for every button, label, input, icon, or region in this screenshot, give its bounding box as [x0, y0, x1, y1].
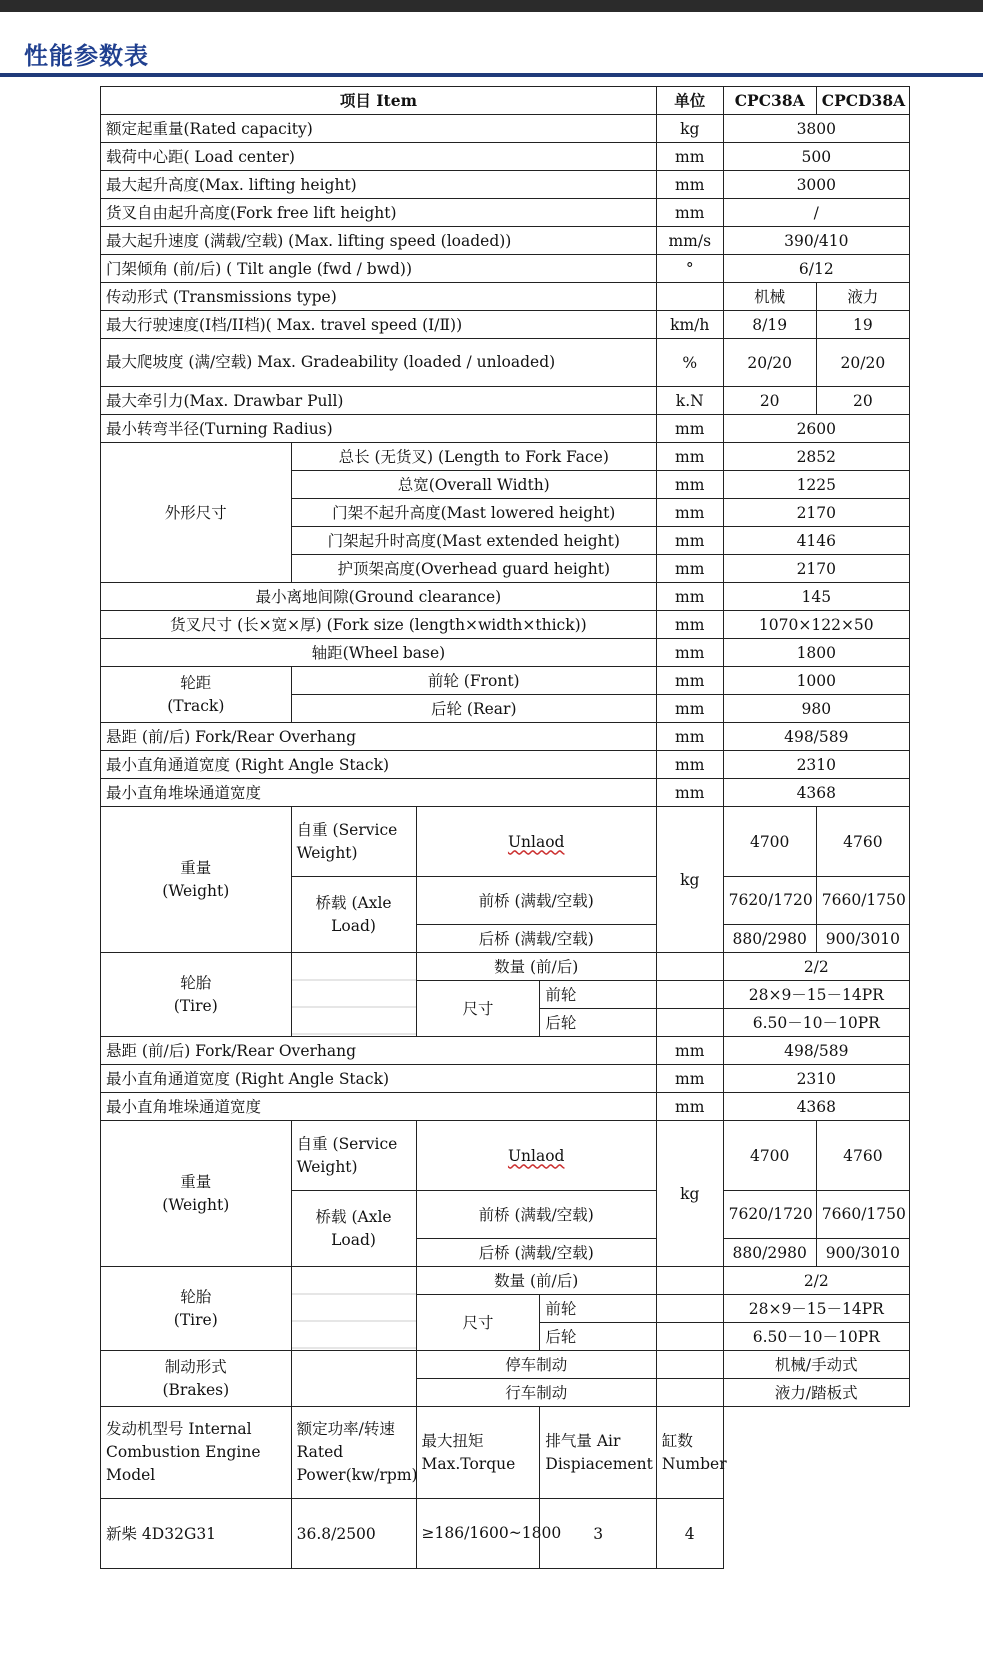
row-max-lift-label: 最大起升高度(Max. lifting height) — [101, 171, 657, 199]
row-front_track-unit: mm — [656, 667, 723, 695]
brake-parking-unit — [656, 1351, 723, 1379]
block1-tire-front-v: 28×9－15－14PR — [723, 981, 909, 1009]
block1-weight-unit: kg — [656, 807, 723, 953]
block2-row-stack_aisle — [101, 1093, 910, 1121]
block2-tire-size: 尺寸 — [416, 1295, 540, 1351]
row-wheelbase-unit: mm — [656, 639, 723, 667]
row-drawbar — [101, 387, 910, 415]
block2-front-axle-v1: 7620/1720 — [723, 1191, 816, 1239]
row-transmission-value-2: 液力 — [816, 283, 909, 311]
row-max-lift-unit: mm — [656, 171, 723, 199]
header-item: 项目 Item — [101, 87, 657, 115]
engine-empty — [723, 1407, 909, 1569]
top-bar — [0, 0, 983, 12]
row-wheelbase — [101, 639, 910, 667]
block1-stack_aisle-label: 最小直角堆垛通道宽度 — [101, 779, 657, 807]
row-rated-capacity — [101, 115, 910, 143]
row-ground-unit: mm — [656, 583, 723, 611]
brake-service-v: 液力/踏板式 — [723, 1379, 909, 1407]
block1-tire-qty-unit — [656, 953, 723, 981]
block2-weight-unit: kg — [656, 1121, 723, 1267]
row-rated-capacity-label: 额定起重量(Rated capacity) — [101, 115, 657, 143]
block2-tire-blank — [291, 1267, 416, 1351]
row-mast_low-label: 门架不起升高度(Mast lowered height) — [291, 499, 656, 527]
row-ground-value: 145 — [723, 583, 909, 611]
block2-tire-group — [101, 1267, 292, 1351]
brakes-blank — [291, 1351, 416, 1407]
row-load-center-unit: mm — [656, 143, 723, 171]
block2-row-tire-qty — [101, 1267, 910, 1295]
page-title: 性能参数表 — [24, 42, 149, 70]
block2-tire-front-unit — [656, 1295, 723, 1323]
track-group-label — [101, 667, 292, 723]
row-fork_size-value: 1070×122×50 — [723, 611, 909, 639]
row-max-lift — [101, 171, 910, 199]
row-turning-label: 最小转弯半径(Turning Radius) — [101, 415, 657, 443]
block2-tire-rear-unit — [656, 1323, 723, 1351]
engine-h-power: 额定功率/转速 Rated Power(kw/rpm) — [291, 1407, 416, 1499]
row-lift-speed-label: 最大起升速度 (满载/空载) (Max. lifting speed (loaded)) — [101, 227, 657, 255]
block1-row-stack_aisle — [101, 779, 910, 807]
row-load-center-label: 载荷中心距( Load center) — [101, 143, 657, 171]
row-tilt-value: 6/12 — [723, 255, 909, 283]
row-gradeability-label: 最大爬坡度 (满/空载) Max. Gradeability (loaded / unloaded) — [101, 339, 657, 387]
block1-overhang-value: 498/589 — [723, 723, 909, 751]
row-lift-speed-unit: mm/s — [656, 227, 723, 255]
block2-axle-load: 桥载 (Axle Load) — [291, 1191, 416, 1267]
row-ground — [101, 583, 910, 611]
row-rated-capacity-unit: kg — [656, 115, 723, 143]
row-width-unit: mm — [656, 471, 723, 499]
row-gradeability — [101, 339, 910, 387]
brake-parking: 停车制动 — [416, 1351, 656, 1379]
brake-service: 行车制动 — [416, 1379, 656, 1407]
block1-tire-qty: 数量 (前/后) — [416, 953, 656, 981]
engine-torque: ≥186/1600~1800 — [416, 1499, 540, 1569]
engine-h-cyl: 缸数 Number — [656, 1407, 723, 1499]
block2-overhang-unit: mm — [656, 1037, 723, 1065]
header-model-2: CPCD38A — [816, 87, 909, 115]
block2-overhang-value: 498/589 — [723, 1037, 909, 1065]
row-mast_ext-unit: mm — [656, 527, 723, 555]
block2-front-axle-v2: 7660/1750 — [816, 1191, 909, 1239]
header-unit: 单位 — [656, 87, 723, 115]
row-length-value: 2852 — [723, 443, 909, 471]
block2-tire-rear-v: 6.50－10－10PR — [723, 1323, 909, 1351]
weight-group-en: (Weight) — [162, 881, 230, 900]
block1-row-weight-service — [101, 807, 910, 877]
row-gradeability-value-1: 20/20 — [723, 339, 816, 387]
block1-tire-front-unit — [656, 981, 723, 1009]
row-mast_ext-label: 门架起升时高度(Mast extended height) — [291, 527, 656, 555]
row-drawbar-label: 最大牵引力(Max. Drawbar Pull) — [101, 387, 657, 415]
row-mast_ext-value: 4146 — [723, 527, 909, 555]
row-mast_low-value: 2170 — [723, 499, 909, 527]
block2-tire-front-v: 28×9－15－14PR — [723, 1295, 909, 1323]
row-width-label: 总宽(Overall Width) — [291, 471, 656, 499]
row-rear_track-unit: mm — [656, 695, 723, 723]
block1-weight-group — [101, 807, 292, 953]
brake-service-unit — [656, 1379, 723, 1407]
header-model-1: CPC38A — [723, 87, 816, 115]
row-travel-speed-unit: km/h — [656, 311, 723, 339]
row-free-lift-unit: mm — [656, 199, 723, 227]
block1-unlaod: Unlaod — [416, 807, 656, 877]
block1-tire-rear-unit — [656, 1009, 723, 1037]
brake-parking-v: 机械/手动式 — [723, 1351, 909, 1379]
engine-power: 36.8/2500 — [291, 1499, 416, 1569]
row-engine-header — [101, 1407, 910, 1499]
row-front_track — [101, 667, 910, 695]
row-guard-unit: mm — [656, 555, 723, 583]
block1-tire-blank — [291, 953, 416, 1037]
track-group-cn: 轮距 — [180, 673, 212, 692]
block2-unlaod: Unlaod — [416, 1121, 656, 1191]
spec-table — [100, 86, 910, 1569]
row-travel-speed — [101, 311, 910, 339]
block1-front-axle-v1: 7620/1720 — [723, 877, 816, 925]
block1-axle-load: 桥载 (Axle Load) — [291, 877, 416, 953]
row-load-center-value: 500 — [723, 143, 909, 171]
row-travel-speed-value-2: 19 — [816, 311, 909, 339]
block1-tire-rear: 后轮 — [540, 1009, 656, 1037]
row-fork_size-unit: mm — [656, 611, 723, 639]
row-transmission-label: 传动形式 (Transmissions type) — [101, 283, 657, 311]
row-drawbar-value-1: 20 — [723, 387, 816, 415]
row-fork_size — [101, 611, 910, 639]
tire-group-cn: 轮胎 — [180, 973, 212, 992]
row-max-lift-value: 3000 — [723, 171, 909, 199]
row-wheelbase-value: 1800 — [723, 639, 909, 667]
row-rear_track-value: 980 — [723, 695, 909, 723]
block2-tire-qty-unit — [656, 1267, 723, 1295]
block2-unlaod-v2: 4760 — [816, 1121, 909, 1191]
block2-row-overhang — [101, 1037, 910, 1065]
block1-row-overhang — [101, 723, 910, 751]
block2-front-axle: 前桥 (满载/空载) — [416, 1191, 656, 1239]
block2-stack_aisle-unit: mm — [656, 1093, 723, 1121]
row-tilt-label: 门架倾角 (前/后) ( Tilt angle (fwd / bwd)) — [101, 255, 657, 283]
block1-tire-rear-v: 6.50－10－10PR — [723, 1009, 909, 1037]
block1-front-axle-v2: 7660/1750 — [816, 877, 909, 925]
block1-stack_aisle-value: 4368 — [723, 779, 909, 807]
block1-right_angle-value: 2310 — [723, 751, 909, 779]
track-group-en: (Track) — [167, 696, 225, 715]
block2-rear-axle-v1: 880/2980 — [723, 1239, 816, 1267]
block1-right_angle-unit: mm — [656, 751, 723, 779]
block2-tire-qty: 数量 (前/后) — [416, 1267, 656, 1295]
block2-right_angle-label: 最小直角通道宽度 (Right Angle Stack) — [101, 1065, 657, 1093]
row-fork_size-label: 货叉尺寸 (长×宽×厚) (Fork size (length×width×thick)) — [101, 611, 657, 639]
row-lift-speed — [101, 227, 910, 255]
row-length-unit: mm — [656, 443, 723, 471]
block1-row-right_angle — [101, 751, 910, 779]
engine-disp: 3 — [540, 1499, 656, 1569]
block1-tire-qty-v: 2/2 — [723, 953, 909, 981]
engine-cyl: 4 — [656, 1499, 723, 1569]
block2-rear-axle: 后桥 (满载/空载) — [416, 1239, 656, 1267]
block1-rear-axle-v2: 900/3010 — [816, 925, 909, 953]
block2-tire-rear: 后轮 — [540, 1323, 656, 1351]
header-row — [101, 87, 910, 115]
row-ground-label: 最小离地间隙(Ground clearance) — [101, 583, 657, 611]
engine-model: 新柴 4D32G31 — [101, 1499, 292, 1569]
row-dim-length — [101, 443, 910, 471]
row-transmission-unit — [656, 283, 723, 311]
block1-overhang-unit: mm — [656, 723, 723, 751]
row-turning-value: 2600 — [723, 415, 909, 443]
block2-right_angle-value: 2310 — [723, 1065, 909, 1093]
block2-unlaod-v1: 4700 — [723, 1121, 816, 1191]
row-travel-speed-value-1: 8/19 — [723, 311, 816, 339]
row-length-label: 总长 (无货叉) (Length to Fork Face) — [291, 443, 656, 471]
row-gradeability-value-2: 20/20 — [816, 339, 909, 387]
block1-unlaod-v2: 4760 — [816, 807, 909, 877]
engine-h-torque: 最大扭矩 Max.Torque — [416, 1407, 540, 1499]
block1-right_angle-label: 最小直角通道宽度 (Right Angle Stack) — [101, 751, 657, 779]
block2-weight-group — [101, 1121, 292, 1267]
block2-stack_aisle-value: 4368 — [723, 1093, 909, 1121]
row-tilt-unit: ° — [656, 255, 723, 283]
row-wheelbase-label: 轴距(Wheel base) — [101, 639, 657, 667]
block2-row-right_angle — [101, 1065, 910, 1093]
spec-table-wrapper — [100, 86, 910, 1569]
engine-h-model: 发动机型号 Internal Combustion Engine Model — [101, 1407, 292, 1499]
weight-group-cn: 重量 — [180, 858, 212, 877]
block1-tire-group — [101, 953, 292, 1037]
block1-unlaod-v1: 4700 — [723, 807, 816, 877]
block1-stack_aisle-unit: mm — [656, 779, 723, 807]
block2-overhang-label: 悬距 (前/后) Fork/Rear Overhang — [101, 1037, 657, 1065]
block1-rear-axle-v1: 880/2980 — [723, 925, 816, 953]
block1-rear-axle: 后桥 (满载/空载) — [416, 925, 656, 953]
row-guard-label: 护顶架高度(Overhead guard height) — [291, 555, 656, 583]
block1-row-tire-qty — [101, 953, 910, 981]
block1-service-weight: 自重 (Service Weight) — [291, 807, 416, 877]
brakes-group-cn: 制动形式 — [164, 1357, 227, 1376]
row-mast_low-unit: mm — [656, 499, 723, 527]
block1-overhang-label: 悬距 (前/后) Fork/Rear Overhang — [101, 723, 657, 751]
tire-group-cn: 轮胎 — [180, 1287, 212, 1306]
row-free-lift — [101, 199, 910, 227]
brakes-group — [101, 1351, 292, 1407]
row-rated-capacity-value: 3800 — [723, 115, 909, 143]
weight-group-en: (Weight) — [162, 1195, 230, 1214]
block2-stack_aisle-label: 最小直角堆垛通道宽度 — [101, 1093, 657, 1121]
row-load-center — [101, 143, 910, 171]
row-drawbar-value-2: 20 — [816, 387, 909, 415]
row-drawbar-unit: k.N — [656, 387, 723, 415]
engine-h-disp: 排气量 Air Dispiacement — [540, 1407, 656, 1499]
row-travel-speed-label: 最大行驶速度(I档/II档)( Max. travel speed (Ⅰ/Ⅱ)) — [101, 311, 657, 339]
row-turning — [101, 415, 910, 443]
block1-tire-size: 尺寸 — [416, 981, 540, 1037]
block2-tire-qty-v: 2/2 — [723, 1267, 909, 1295]
row-transmission-value-1: 机械 — [723, 283, 816, 311]
row-rear_track-label: 后轮 (Rear) — [291, 695, 656, 723]
row-lift-speed-value: 390/410 — [723, 227, 909, 255]
row-gradeability-unit: % — [656, 339, 723, 387]
block2-row-weight-service — [101, 1121, 910, 1191]
row-front_track-value: 1000 — [723, 667, 909, 695]
block2-service-weight: 自重 (Service Weight) — [291, 1121, 416, 1191]
row-brake-parking — [101, 1351, 910, 1379]
block2-tire-front: 前轮 — [540, 1295, 656, 1323]
row-guard-value: 2170 — [723, 555, 909, 583]
title-rule — [0, 73, 983, 77]
block1-tire-front: 前轮 — [540, 981, 656, 1009]
row-transmission — [101, 283, 910, 311]
row-front_track-label: 前轮 (Front) — [291, 667, 656, 695]
row-width-value: 1225 — [723, 471, 909, 499]
block2-right_angle-unit: mm — [656, 1065, 723, 1093]
brakes-group-en: (Brakes) — [162, 1380, 230, 1399]
dim-group-label: 外形尺寸 — [101, 443, 292, 583]
weight-group-cn: 重量 — [180, 1172, 212, 1191]
tire-group-en: (Tire) — [173, 1310, 218, 1329]
tire-group-en: (Tire) — [173, 996, 218, 1015]
row-free-lift-value: / — [723, 199, 909, 227]
row-free-lift-label: 货叉自由起升高度(Fork free lift height) — [101, 199, 657, 227]
block1-front-axle: 前桥 (满载/空载) — [416, 877, 656, 925]
row-tilt — [101, 255, 910, 283]
row-turning-unit: mm — [656, 415, 723, 443]
block2-rear-axle-v2: 900/3010 — [816, 1239, 909, 1267]
